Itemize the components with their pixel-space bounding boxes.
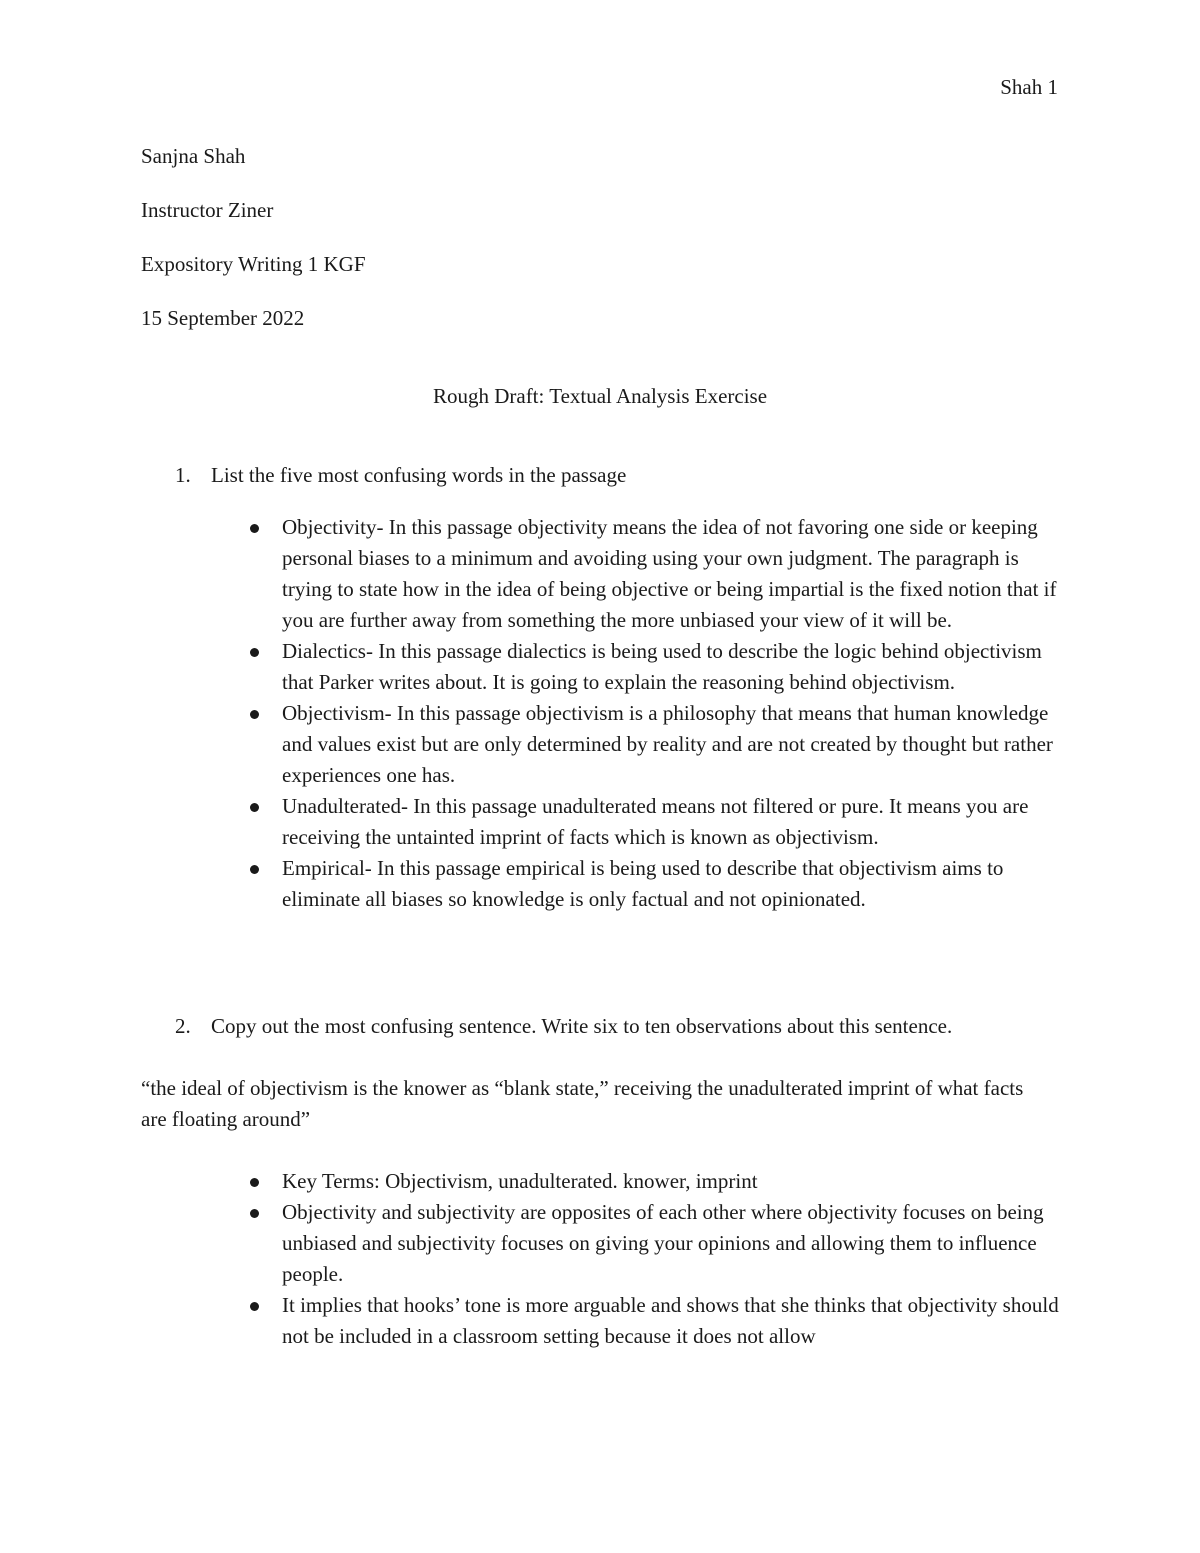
question-number: 1. — [175, 463, 191, 487]
quoted-sentence: “the ideal of objectivism is the knower as “blank state,” receiving the unadulterated imprint of what facts are floating around” — [141, 1076, 1024, 1131]
list-item-text: Dialectics- In this passage dialectics is being used to describe the logic behind objectivism that Parker writes about. It is going to explain the reasoning behind objectivism. — [282, 639, 1042, 694]
document-title: Rough Draft: Textual Analysis Exercise — [432, 384, 768, 408]
question-2 — [141, 1011, 1061, 1042]
bullet-icon — [250, 648, 259, 657]
list-item — [246, 791, 1061, 853]
instructor-name: Instructor Ziner — [141, 198, 274, 222]
question-2-bullet-list — [246, 1166, 1061, 1352]
question-text: Copy out the most confusing sentence. Write six to ten observations about this sentence. — [211, 1014, 953, 1038]
author-name: Sanjna Shah — [141, 144, 246, 168]
list-item — [246, 1290, 1061, 1352]
question-text: List the five most confusing words in the passage — [211, 463, 627, 487]
bullet-icon — [250, 524, 259, 533]
question-number: 2. — [175, 1014, 191, 1038]
list-item — [246, 512, 1061, 636]
list-item-text: It implies that hooks’ tone is more arguable and shows that she thinks that objectivity should not be included in a classroom setting because it does not allow — [282, 1293, 1059, 1348]
list-item — [246, 1166, 1061, 1197]
list-item — [246, 1197, 1061, 1290]
running-head: Shah 1 — [1000, 75, 1058, 99]
list-item-text: Unadulterated- In this passage unadulterated means not filtered or pure. It means you are receiving the untainted imprint of facts which is known as objectivism. — [282, 794, 1029, 849]
course-name: Expository Writing 1 KGF — [141, 252, 366, 276]
bullet-icon — [250, 1209, 259, 1218]
mla-heading — [141, 141, 366, 357]
bullet-icon — [250, 710, 259, 719]
bullet-icon — [250, 803, 259, 812]
list-item-text: Objectivity- In this passage objectivity means the idea of not favoring one side or keeping personal biases to a minimum and avoiding using your own judgment. The paragraph is trying to state how in the idea of being objective or being impartial is the fixed notion that if you are further away from something the more unbiased your view of it will be. — [282, 515, 1057, 632]
list-item — [246, 853, 1061, 915]
list-item-text: Objectivism- In this passage objectivism is a philosophy that means that human knowledge and values exist but are only determined by reality and are not created by thought but rather experiences one has. — [282, 701, 1053, 787]
list-item — [246, 698, 1061, 791]
question-1 — [141, 460, 1061, 491]
list-item-text: Empirical- In this passage empirical is being used to describe that objectivism aims to eliminate all biases so knowledge is only factual and not opinionated. — [282, 856, 1004, 911]
list-item-text: Key Terms: Objectivism, unadulterated. knower, imprint — [282, 1169, 758, 1193]
bullet-icon — [250, 1178, 259, 1187]
list-item-text: Objectivity and subjectivity are opposites of each other where objectivity focuses on being unbiased and subjectivity focuses on giving your opinions and allowing them to influence people. — [282, 1200, 1044, 1286]
list-item — [246, 636, 1061, 698]
bullet-icon — [250, 865, 259, 874]
date: 15 September 2022 — [141, 306, 305, 330]
bullet-icon — [250, 1302, 259, 1311]
question-1-bullet-list — [246, 512, 1061, 915]
